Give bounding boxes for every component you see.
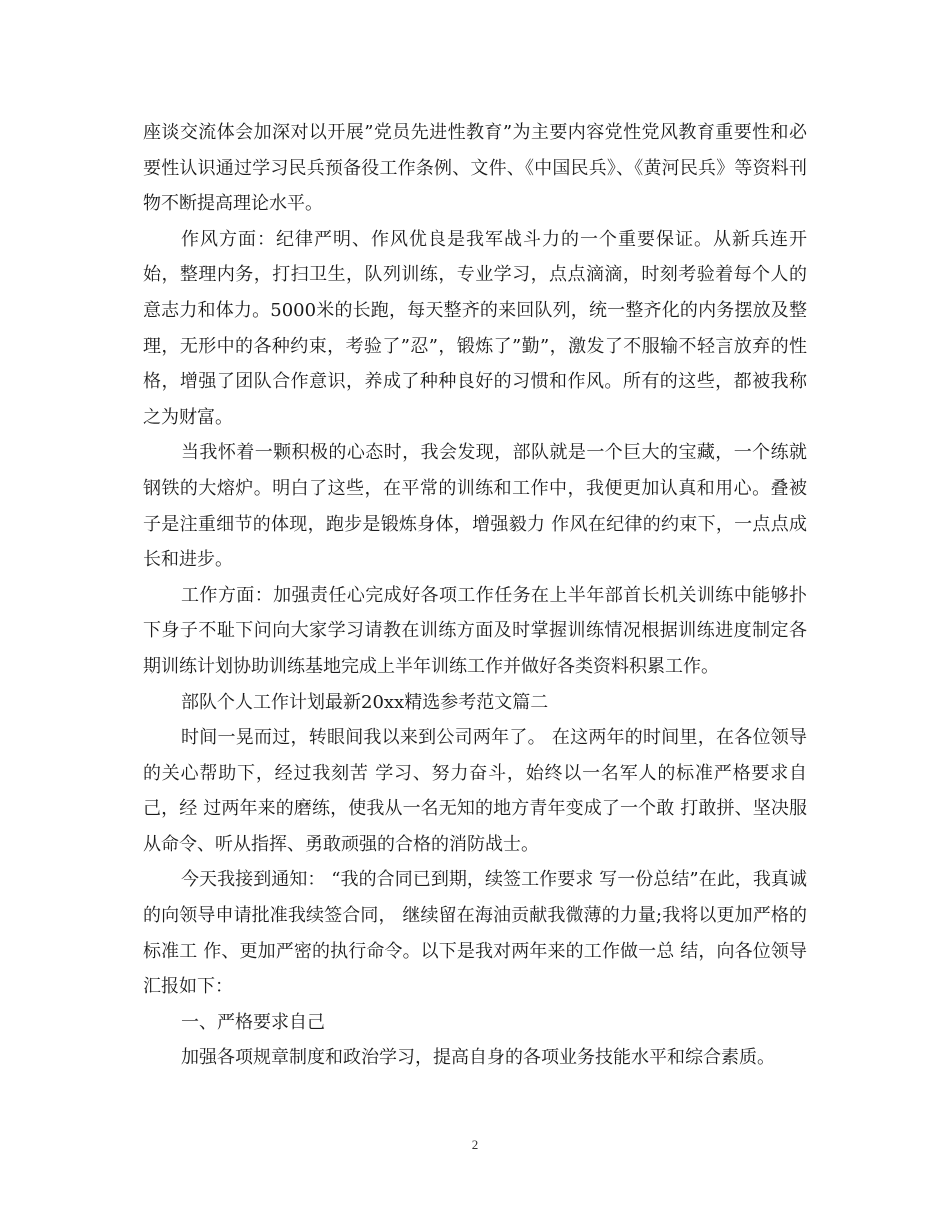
paragraph-time: 时间一晃而过，转眼间我以来到公司两年了。 在这两年的时间里，在各位领导的关心帮助下，经过我刻苦 学习、努力奋斗，始终以一名军人的标准严格要求自己，经 过两年来的磨练，使我从一名无知的地方青年变成了一个敢 打敢拼、坚决服从命令、听从指挥、勇敢顽强的合格的消防战士。 (143, 727, 807, 855)
paragraph-notice: 今天我接到通知： “我的合同已到期，续签工作要求 写一份总结”在此，我真诚的向领导申请批准我续签合同， 继续留在海油贡献我微薄的力量;我将以更加严格的标准工 作、更加严密的执行命令。以下是我对两年来的工作做一总 结，向各位领导汇报如下： (143, 869, 807, 998)
paragraph-style: 作风方面：纪律严明、作风优良是我军战斗力的一个重要保证。从新兵连开始，整理内务，打扫卫生，队列训练，专业学习，点点滴滴，时刻考验着每个人的意志力和体力。5000米的长跑，每天整齐的来回队列，统一整齐化的内务摆放及整理，无形中的各种约束，考验了”忍”，锻炼了”勤”，激发了不服输不轻言放弃的性格，增强了团队合作意识，养成了种种良好的习惯和作风。所有的这些，都被我称之为财富。 (143, 228, 807, 428)
paragraph-work: 工作方面：加强责任心完成好各项工作任务在上半年部首长机关训练中能够扑下身子不耻下问向大家学习请教在训练方面及时掌握训练情况根据训练进度制定各期训练计划协助训练基地完成上半年训练工作并做好各类资料积累工作。 (143, 584, 807, 677)
paragraph-study: 加强各项规章制度和政治学习，提高自身的各项业务技能水平和综合素质。 (181, 1047, 775, 1069)
paragraph-attitude: 当我怀着一颗积极的心态时，我会发现，部队就是一个巨大的宝藏，一个练就钢铁的大熔炉。明白了这些，在平常的训练和工作中，我便更加认真和用心。叠被子是注重细节的体现，跑步是锻炼身体，增强毅力 作风在纪律的约束下，一点点成长和进步。 (143, 442, 807, 571)
section-heading: 部队个人工作计划最新20xx精选参考范文篇二 (181, 691, 549, 713)
paragraph-continuation: 座谈交流体会加深对以开展”党员先进性教育”为主要内容党性党风教育重要性和必要性认识通过学习民兵预备役工作条例、文件、《中国民兵》、《黄河民兵》等资料刊物不断提高理论水平。 (143, 122, 807, 215)
subheading-strict: 一、严格要求自己 (181, 1011, 325, 1033)
page-number: 2 (471, 1137, 479, 1152)
document-body (143, 115, 807, 1076)
